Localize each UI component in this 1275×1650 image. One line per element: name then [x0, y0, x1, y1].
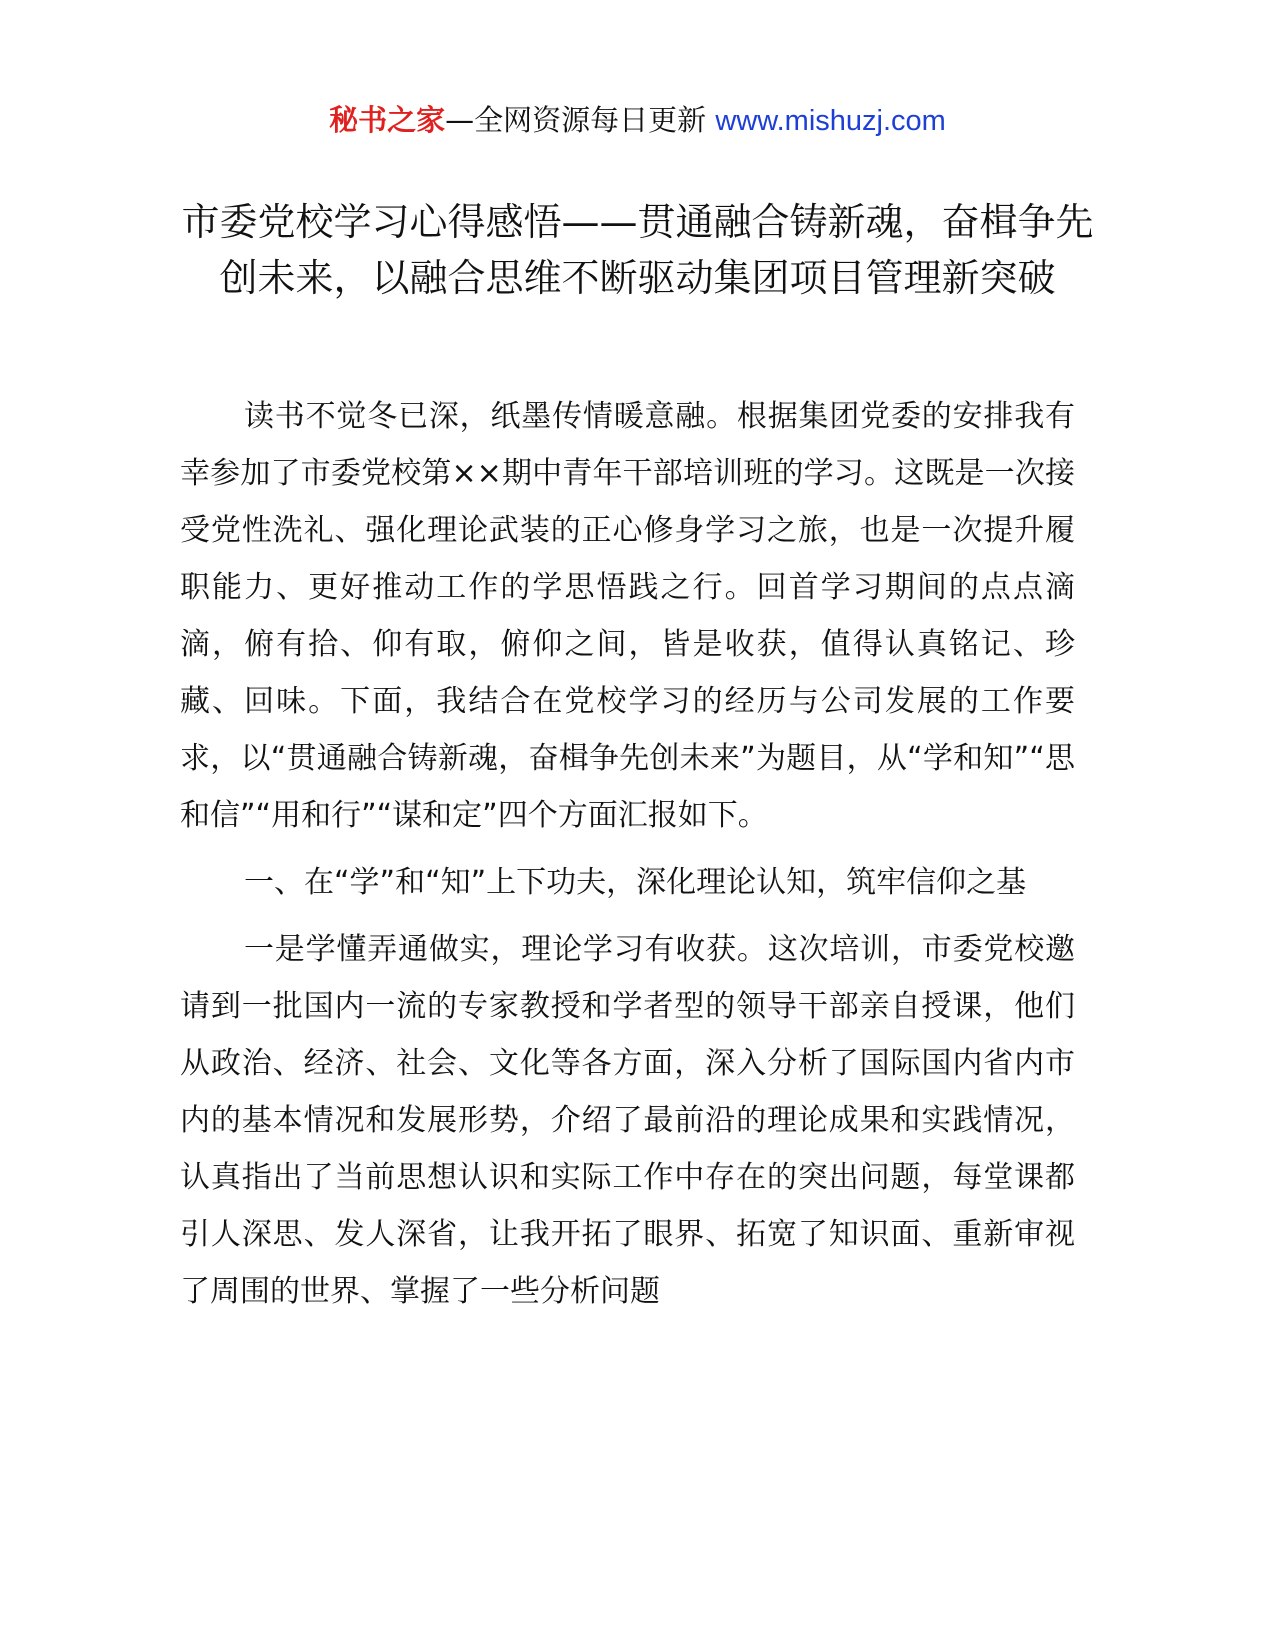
site-brand: 秘书之家 [329, 103, 446, 137]
document-body [180, 388, 1075, 1309]
site-tagline: —全网资源每日更新 [445, 103, 716, 137]
site-url-link[interactable]: www.mishuzj.com [715, 105, 946, 137]
document-title: 市委党校学习心得感悟——贯通融合铸新魂，奋楫争先创未来，以融合思维不断驱动集团项目管理新突破 [181, 200, 1094, 300]
site-header [0, 100, 1275, 141]
body-paragraph: 一是学懂弄通做实，理论学习有收获。这次培训，市委党校邀请到一批国内一流的专家教授和学者型的领导干部亲自授课，他们从政治、经济、社会、文化等各方面，深入分析了国际国内省内市内的基本情况和发展形势，介绍了最前沿的理论成果和实践情况，认真指出了当前思想认识和实际工作中存在的突出问题，每堂课都引人深思、发人深省，让我开拓了眼界、拓宽了知识面、重新审视了周围的世界、掌握了一些分析问题 [180, 932, 1075, 1309]
section-heading: 一、在“学”和“知”上下功夫，深化理论认知，筑牢信仰之基 [244, 865, 1027, 900]
intro-paragraph: 读书不觉冬已深，纸墨传情暖意融。根据集团党委的安排我有幸参加了市委党校第××期中青年干部培训班的学习。这既是一次接受党性洗礼、强化理论武装的正心修身学习之旅，也是一次提升履职能力、更好推动工作的学思悟践之行。回首学习期间的点点滴滴，俯有拾、仰有取，俯仰之间，皆是收获，值得认真铭记、珍藏、回味。下面，我结合在党校学习的经历与公司发展的工作要求，以“贯通融合铸新魂，奋楫争先创未来”为题目，从“学和知”“思和信”“用和行”“谋和定”四个方面汇报如下。 [180, 399, 1075, 833]
